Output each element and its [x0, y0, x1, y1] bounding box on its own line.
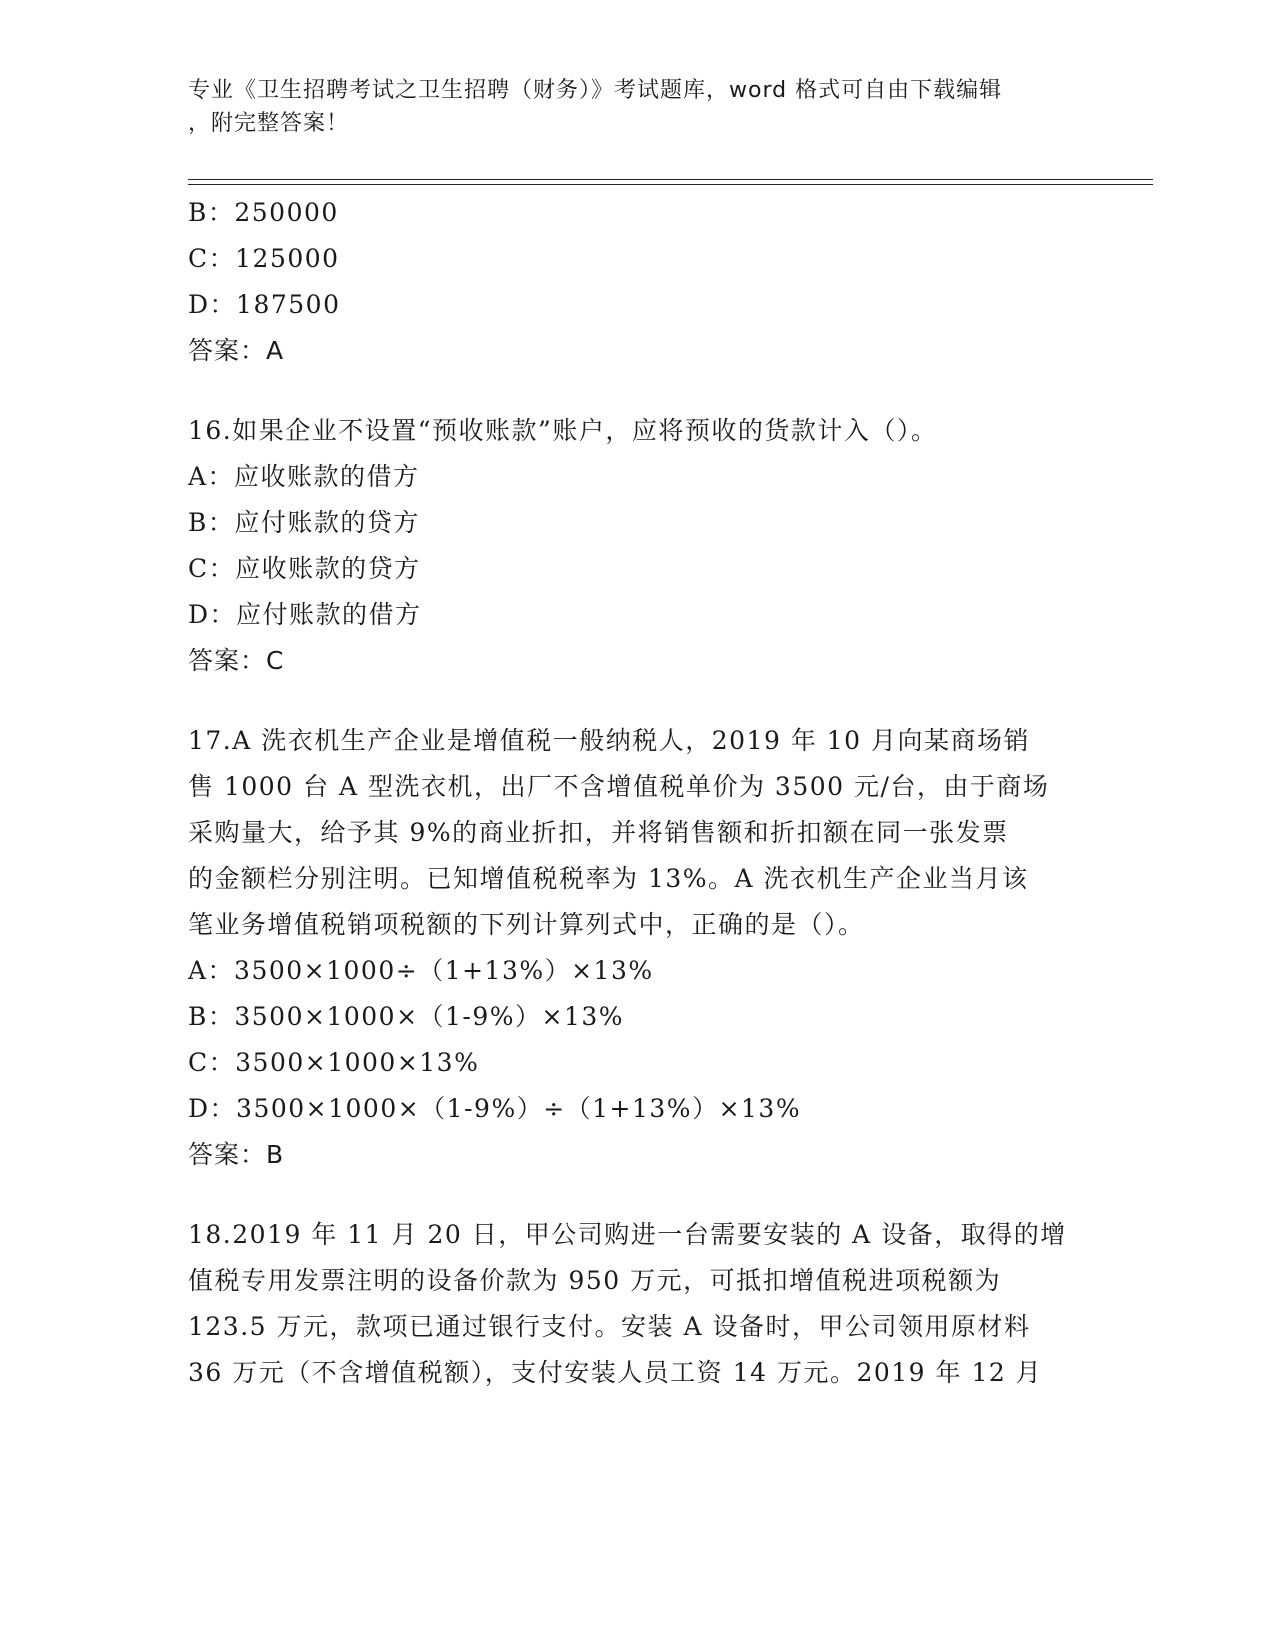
option-c: C：125000	[188, 244, 340, 273]
answer-line: 答案：A	[188, 336, 285, 365]
answer-line: 答案：B	[188, 1140, 285, 1169]
question-17	[188, 718, 1088, 1178]
option-c: C：应收账款的贷方	[188, 554, 421, 583]
stem-line: 售 1000 台 A 型洗衣机，出厂不含增值税单价为 3500 元/台，由于商场	[188, 772, 1050, 801]
answer-line: 答案：C	[188, 646, 285, 675]
stem-line: 值税专用发票注明的设备价款为 950 万元，可抵扣增值税进项税额为	[188, 1266, 1002, 1295]
option-b: B：应付账款的贷方	[188, 508, 420, 537]
stem-line: 16.如果企业不设置“预收账款”账户，应将预收的货款计入（）。	[188, 416, 938, 445]
document-header	[188, 74, 1078, 140]
header-title-line-2: ，附完整答案！	[188, 111, 350, 136]
header-divider-top	[188, 179, 1153, 180]
stem-line: 36 万元（不含增值税额），支付安装人员工资 14 万元。2019 年 12 月	[188, 1358, 1043, 1387]
stem-line: 17.A 洗衣机生产企业是增值税一般纳税人，2019 年 10 月向某商场销	[188, 726, 1031, 755]
option-a: A：3500×1000÷（1+13%）×13%	[188, 956, 654, 985]
stem-line: 的金额栏分别注明。已知增值税税率为 13%。A 洗衣机生产企业当月该	[188, 864, 1029, 893]
question-content	[188, 190, 1088, 1396]
question-15	[188, 190, 1088, 374]
question-16	[188, 408, 1088, 684]
header-divider-bottom	[188, 184, 1153, 185]
stem-line: 123.5 万元，款项已通过银行支付。安装 A 设备时，甲公司领用原材料	[188, 1312, 1031, 1341]
option-d: D：应付账款的借方	[188, 600, 422, 629]
question-stem	[188, 718, 1088, 948]
question-18	[188, 1212, 1088, 1396]
option-b: B：3500×1000×（1-9%）×13%	[188, 1002, 625, 1031]
header-title-line-1: 专业《卫生招聘考试之卫生招聘（财务）》考试题库，word 格式可自由下载编辑	[188, 78, 1003, 103]
stem-line: 笔业务增值税销项税额的下列计算列式中，正确的是（）。	[188, 910, 865, 939]
option-d: D：187500	[188, 290, 341, 319]
stem-line: 采购量大，给予其 9%的商业折扣，并将销售额和折扣额在同一张发票	[188, 818, 1009, 847]
option-a: A：应收账款的借方	[188, 462, 420, 491]
option-c: C：3500×1000×13%	[188, 1048, 480, 1077]
question-stem	[188, 408, 1088, 454]
stem-line: 18.2019 年 11 月 20 日，甲公司购进一台需要安装的 A 设备，取得的增	[188, 1220, 1067, 1249]
option-d: D：3500×1000×（1-9%）÷（1+13%）×13%	[188, 1094, 802, 1123]
question-stem	[188, 1212, 1088, 1396]
option-b: B：250000	[188, 198, 339, 227]
